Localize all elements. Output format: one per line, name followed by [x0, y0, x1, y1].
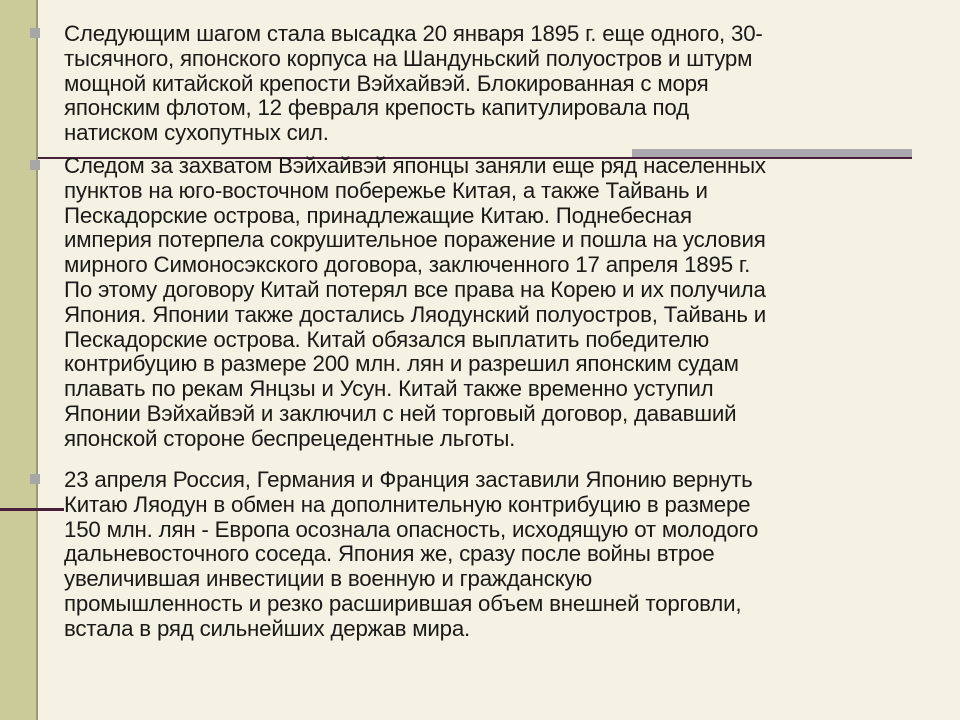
text-line: Япония. Японии также достались Ляодунский полуостров, Тайвань и	[64, 301, 766, 327]
text-line: Следом за захватом Вэйхайвэй японцы заняли еще ряд населенных	[64, 153, 766, 178]
square-bullet-icon	[30, 160, 40, 170]
text-line: Пескадорские острова, принадлежащие Китаю. Поднебесная	[64, 202, 692, 228]
bullet-item-2	[30, 154, 930, 462]
text-line: мирного Симоносэкского договора, заключенного 17 апреля 1895 г.	[64, 252, 751, 278]
text-line: Пескадорские острова. Китай обязался выплатить победителю	[64, 326, 710, 352]
text-line: тысячного, японского корпуса на Шандуньский полуостров и штурм	[64, 45, 753, 71]
square-bullet-icon	[30, 474, 40, 484]
text-line: натиском сухопутных сил.	[64, 120, 329, 146]
text-line: японским флотом, 12 февраля крепость капитулировала под	[64, 95, 689, 121]
text-line: 150 млн. лян - Европа осознала опасность, исходящую от молодого	[64, 516, 759, 542]
text-line: встала в ряд сильнейших держав мира.	[64, 615, 471, 641]
text-line: японской стороне беспрецедентные льготы.	[64, 425, 516, 451]
bullet-text-3	[64, 468, 930, 642]
text-line: мощной китайской крепости Вэйхайвэй. Блокированная с моря	[64, 70, 709, 96]
text-line: Следующим шагом стала высадка 20 января 1895 г. еще одного, 30-	[64, 21, 763, 46]
bullet-text-1	[64, 22, 930, 146]
slide-content	[30, 22, 930, 642]
bullet-item-1	[30, 22, 930, 150]
text-line: 23 апреля Россия, Германия и Франция заставили Японию вернуть	[64, 467, 753, 492]
text-line: промышленность и резко расширившая объем внешней торговли,	[64, 590, 742, 616]
bullet-text-2	[64, 154, 930, 452]
text-line: империя потерпела сокрушительное поражение и пошла на условия	[64, 227, 766, 253]
text-line: Китаю Ляодун в обмен на дополнительную контрибуцию в размере	[64, 491, 751, 517]
text-line: По этому договору Китай потерял все права на Корею и их получила	[64, 276, 766, 302]
text-line: плавать по рекам Янцзы и Усун. Китай также временно уступил	[64, 376, 714, 402]
text-line: дальневосточного соседа. Япония же, сразу после войны втрое	[64, 541, 715, 567]
text-line: увеличившая инвестиции в военную и гражданскую	[64, 566, 592, 592]
text-line: пунктов на юго-восточном побережье Китая, а также Тайвань и	[64, 177, 708, 203]
square-bullet-icon	[30, 28, 40, 38]
bullet-item-3	[30, 468, 930, 642]
text-line: Японии Вэйхайвэй и заключил с ней торговый договор, дававший	[64, 400, 737, 426]
text-line: контрибуцию в размере 200 млн. лян и разрешил японским судам	[64, 351, 739, 377]
